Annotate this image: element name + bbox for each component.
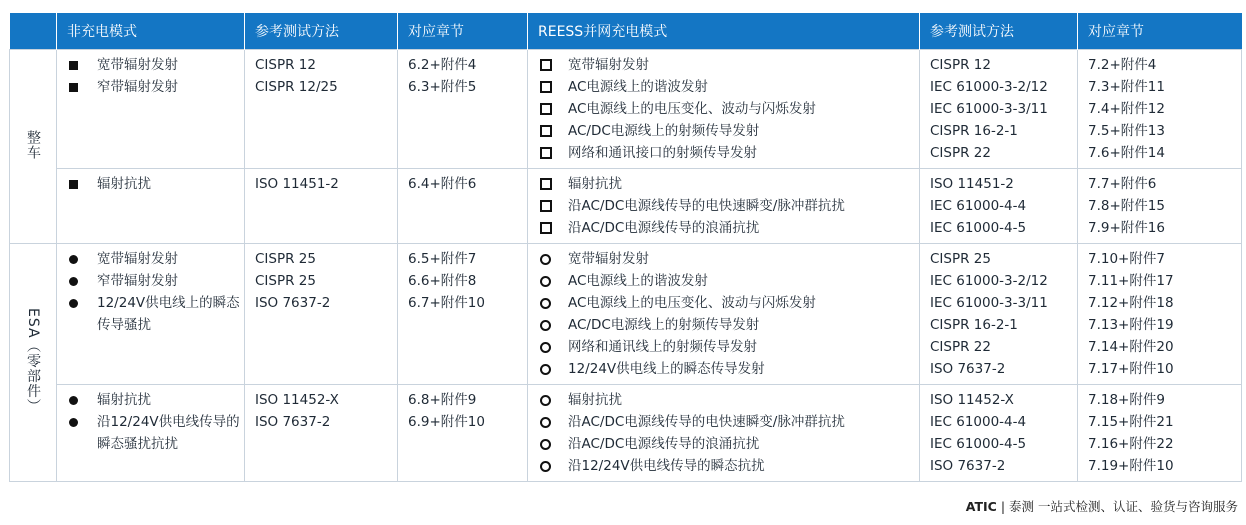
list-item: CISPR 22 [930, 145, 991, 161]
list-item: AC电源线上的电压变化、波动与闪烁发射 [568, 295, 816, 311]
open-square-bullet-icon [538, 142, 568, 164]
cell-items [57, 385, 245, 482]
cell-secs [398, 50, 528, 169]
list-item: 沿AC/DC电源线传导的浪涌抗扰 [568, 436, 760, 452]
header-reference-method-2: 参考测试方法 [920, 13, 1078, 50]
open-square-bullet-icon [538, 54, 568, 76]
list-item: ISO 11452-X [255, 392, 339, 408]
list-item: CISPR 25 [255, 273, 316, 289]
table-row [10, 244, 1242, 385]
filled-dot-bullet-icon [67, 411, 97, 433]
open-circle-bullet-icon [538, 358, 568, 380]
list-item: 辐射抗扰 [568, 176, 622, 192]
list-item: CISPR 12 [930, 57, 991, 73]
list-item: CISPR 16-2-1 [930, 317, 1018, 333]
list-item: 7.5+附件13 [1088, 123, 1165, 139]
filled-square-bullet-icon [67, 54, 97, 76]
list-item: ISO 7637-2 [255, 414, 331, 430]
header-reference-method-1: 参考测试方法 [245, 13, 398, 50]
list-item: 7.2+附件4 [1088, 57, 1157, 73]
cell-refs [245, 169, 398, 244]
list-item: 7.9+附件16 [1088, 220, 1165, 236]
group-label: 整车 [25, 129, 41, 160]
list-item: 7.7+附件6 [1088, 176, 1157, 192]
table-row [10, 169, 1242, 244]
list-item: 7.4+附件12 [1088, 101, 1165, 117]
list-item: 7.15+附件21 [1088, 414, 1174, 430]
header-charging-mode: REESS并网充电模式 [528, 13, 920, 50]
group-label: ESA（零部件） [25, 307, 41, 414]
cell-items [57, 169, 245, 244]
list-item: AC/DC电源线上的射频传导发射 [568, 123, 760, 139]
open-circle-bullet-icon [538, 248, 568, 270]
filled-dot-bullet-icon [67, 270, 97, 292]
list-item: ISO 11451-2 [930, 176, 1014, 192]
footer-separator: | [996, 499, 1010, 514]
cell-charge-secs [1078, 50, 1242, 169]
list-item: 12/24V供电线上的瞬态传导发射 [568, 361, 765, 377]
list-item: 7.11+附件17 [1088, 273, 1174, 289]
open-circle-bullet-icon [538, 411, 568, 433]
header-corner [10, 13, 57, 50]
cell-refs [245, 50, 398, 169]
list-item: 6.9+附件10 [408, 414, 485, 430]
cell-refs [245, 385, 398, 482]
list-item: ISO 11452-X [930, 392, 1014, 408]
open-circle-bullet-icon [538, 455, 568, 477]
list-item: 沿AC/DC电源线传导的浪涌抗扰 [568, 220, 760, 236]
footer-credit [966, 497, 1238, 515]
cell-charge-items [528, 244, 920, 385]
list-item: 宽带辐射发射 [568, 57, 649, 73]
open-square-bullet-icon [538, 195, 568, 217]
list-item: 7.3+附件11 [1088, 79, 1165, 95]
list-item: 辐射抗扰 [568, 392, 622, 408]
header-non-charging-mode: 非充电模式 [57, 13, 245, 50]
list-item: 网络和通讯线上的射频传导发射 [568, 339, 757, 355]
open-circle-bullet-icon [538, 314, 568, 336]
cell-secs [398, 244, 528, 385]
list-item: 7.10+附件7 [1088, 251, 1165, 267]
table-row [10, 385, 1242, 482]
list-item: CISPR 22 [930, 339, 991, 355]
list-item: 沿AC/DC电源线传导的电快速瞬变/脉冲群抗扰 [568, 198, 845, 214]
table-header [10, 13, 1242, 50]
list-item: ISO 7637-2 [255, 295, 331, 311]
list-item: ISO 7637-2 [930, 458, 1006, 474]
list-item: 6.7+附件10 [408, 295, 485, 311]
cell-charge-items [528, 169, 920, 244]
list-item: 6.8+附件9 [408, 392, 477, 408]
list-item: 6.3+附件5 [408, 79, 477, 95]
list-item: IEC 61000-4-4 [930, 414, 1027, 430]
list-item: IEC 61000-3-3/11 [930, 101, 1048, 117]
filled-dot-bullet-icon [67, 292, 97, 314]
list-item: 宽带辐射发射 [97, 57, 178, 73]
open-circle-bullet-icon [538, 292, 568, 314]
header-section-2: 对应章节 [1078, 13, 1242, 50]
filled-dot-bullet-icon [67, 389, 97, 411]
list-item: 宽带辐射发射 [97, 251, 178, 267]
list-item: 12/24V供电线上的瞬态传导骚扰 [97, 295, 240, 333]
list-item: 6.5+附件7 [408, 251, 477, 267]
list-item: 7.13+附件19 [1088, 317, 1174, 333]
list-item: 网络和通讯接口的射频传导发射 [568, 145, 757, 161]
open-square-bullet-icon [538, 217, 568, 239]
list-item: 沿AC/DC电源线传导的电快速瞬变/脉冲群抗扰 [568, 414, 845, 430]
list-item: 窄带辐射发射 [97, 79, 178, 95]
list-item: CISPR 25 [255, 251, 316, 267]
list-item: CISPR 12/25 [255, 79, 338, 95]
group-vehicle [10, 50, 57, 244]
filled-square-bullet-icon [67, 76, 97, 98]
list-item: IEC 61000-4-4 [930, 198, 1027, 214]
open-circle-bullet-icon [538, 433, 568, 455]
cell-charge-secs [1078, 244, 1242, 385]
list-item: 7.8+附件15 [1088, 198, 1165, 214]
list-item: CISPR 16-2-1 [930, 123, 1018, 139]
list-item: 7.16+附件22 [1088, 436, 1174, 452]
list-item: ISO 7637-2 [930, 361, 1006, 377]
list-item: 窄带辐射发射 [97, 273, 178, 289]
list-item: CISPR 25 [930, 251, 991, 267]
open-square-bullet-icon [538, 98, 568, 120]
list-item: IEC 61000-3-3/11 [930, 295, 1048, 311]
cell-items [57, 50, 245, 169]
standards-table [9, 13, 1242, 482]
cell-items [57, 244, 245, 385]
list-item: 7.6+附件14 [1088, 145, 1165, 161]
list-item: IEC 61000-4-5 [930, 436, 1027, 452]
cell-refs [245, 244, 398, 385]
cell-charge-items [528, 385, 920, 482]
group-esa [10, 244, 57, 482]
list-item: 6.6+附件8 [408, 273, 477, 289]
open-circle-bullet-icon [538, 270, 568, 292]
list-item: ISO 11451-2 [255, 176, 339, 192]
open-square-bullet-icon [538, 173, 568, 195]
cell-charge-refs [920, 385, 1078, 482]
list-item: 宽带辐射发射 [568, 251, 649, 267]
list-item: AC电源线上的谐波发射 [568, 273, 708, 289]
cell-secs [398, 169, 528, 244]
list-item: CISPR 12 [255, 57, 316, 73]
open-square-bullet-icon [538, 76, 568, 98]
list-item: IEC 61000-3-2/12 [930, 79, 1048, 95]
cell-charge-items [528, 50, 920, 169]
list-item: 7.19+附件10 [1088, 458, 1174, 474]
list-item: 7.17+附件10 [1088, 361, 1174, 377]
cell-charge-secs [1078, 169, 1242, 244]
list-item: IEC 61000-4-5 [930, 220, 1027, 236]
list-item: 沿12/24V供电线传导的瞬态骚扰抗扰 [97, 414, 240, 452]
cell-charge-refs [920, 244, 1078, 385]
list-item: 7.18+附件9 [1088, 392, 1165, 408]
list-item: 7.14+附件20 [1088, 339, 1174, 355]
cell-charge-refs [920, 50, 1078, 169]
cell-charge-refs [920, 169, 1078, 244]
list-item: 6.4+附件6 [408, 176, 477, 192]
header-section-1: 对应章节 [398, 13, 528, 50]
cell-secs [398, 385, 528, 482]
open-square-bullet-icon [538, 120, 568, 142]
list-item: 6.2+附件4 [408, 57, 477, 73]
list-item: AC电源线上的电压变化、波动与闪烁发射 [568, 101, 816, 117]
filled-dot-bullet-icon [67, 248, 97, 270]
footer-brand: ATIC [965, 499, 997, 514]
list-item: IEC 61000-3-2/12 [930, 273, 1048, 289]
table-row [10, 50, 1242, 169]
footer-text: 泰测 一站式检测、认证、验货与咨询服务 [1009, 499, 1238, 514]
list-item: AC电源线上的谐波发射 [568, 79, 708, 95]
list-item: AC/DC电源线上的射频传导发射 [568, 317, 760, 333]
list-item: 7.12+附件18 [1088, 295, 1174, 311]
list-item: 辐射抗扰 [97, 176, 151, 192]
list-item: 沿12/24V供电线传导的瞬态抗扰 [568, 458, 765, 474]
filled-square-bullet-icon [67, 173, 97, 195]
list-item: 辐射抗扰 [97, 392, 151, 408]
cell-charge-secs [1078, 385, 1242, 482]
open-circle-bullet-icon [538, 389, 568, 411]
open-circle-bullet-icon [538, 336, 568, 358]
